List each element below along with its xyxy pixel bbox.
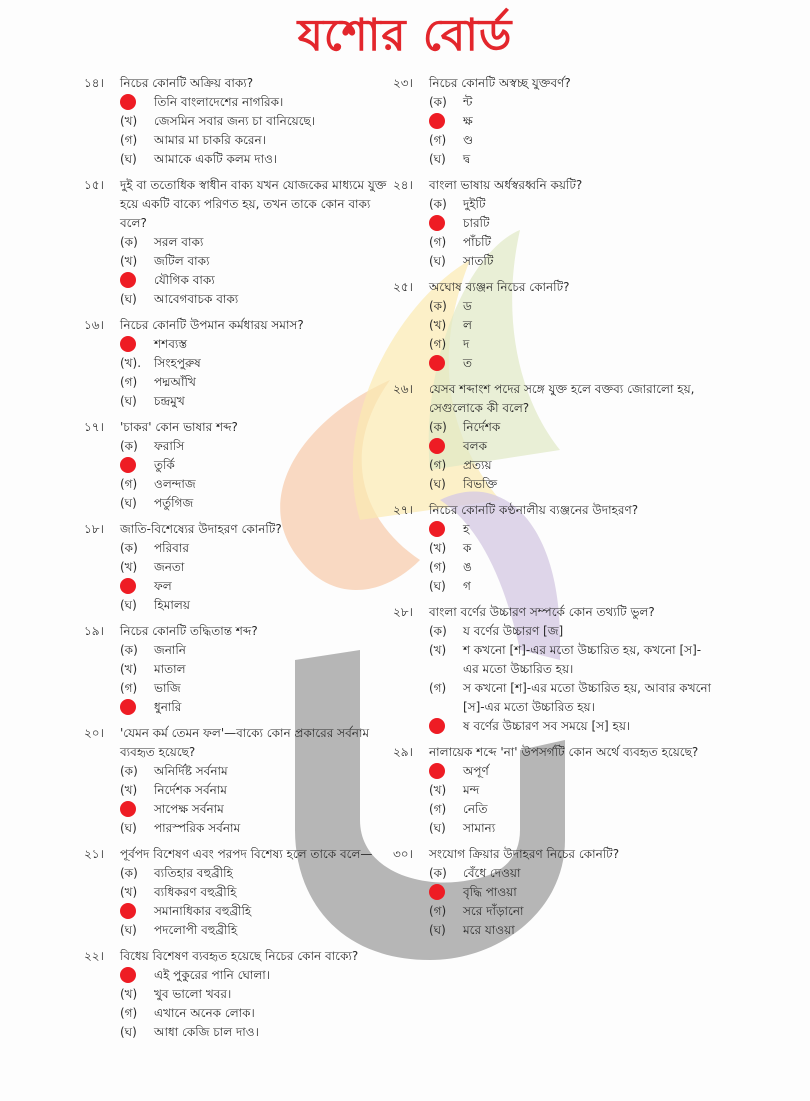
- option: [120, 864, 390, 883]
- option-label: (ক): [120, 764, 138, 778]
- option-text: আমাকে একটি কলম দাও।: [154, 152, 278, 166]
- option: [429, 622, 713, 641]
- question-header: [393, 380, 713, 418]
- correct-answer-marker-icon: [429, 521, 445, 537]
- option: [429, 781, 713, 800]
- option-text: পদলোপী বহুব্রীহি: [154, 923, 238, 937]
- option: [429, 800, 713, 819]
- option-text: জনতা: [154, 560, 185, 574]
- question-number: ১৬।: [84, 318, 104, 332]
- page-title: যশোর বোর্ড: [297, 10, 513, 61]
- option-text: বলক: [463, 439, 488, 453]
- option-text: ষ বর্ণের উচ্চারণ সব সময়ে [স] হয়।: [463, 719, 631, 733]
- option-correct: [120, 902, 390, 921]
- option-text: এই পুকুরের পানি ঘোলা।: [154, 968, 271, 982]
- option-label: (ঘ): [120, 394, 137, 408]
- option-text: ওলন্দাজ: [154, 477, 196, 491]
- option-label: (ক): [120, 866, 138, 880]
- option-label: (ঘ): [120, 1025, 137, 1039]
- option-text: পারস্পরিক সর্বনাম: [154, 821, 241, 835]
- question-text: নিচের কোনটি অক্রিয় বাক্য?: [120, 76, 254, 90]
- option-text: ন্ট: [463, 95, 473, 109]
- option-text: ধুনারি: [154, 700, 182, 714]
- correct-answer-marker-icon: [429, 438, 445, 454]
- correct-answer-marker-icon: [429, 215, 445, 231]
- option: [120, 596, 390, 615]
- correct-answer-marker-icon: [429, 763, 445, 779]
- option-text: অপূর্ণ: [463, 764, 489, 778]
- correct-answer-marker-icon: [120, 967, 136, 983]
- option-text: সামান্য: [463, 821, 496, 835]
- option-label: (ক): [120, 439, 138, 453]
- question-item: [393, 176, 713, 271]
- option: [120, 641, 390, 660]
- option: [120, 660, 390, 679]
- question-text: বাংলা বর্ণের উচ্চারণ সম্পর্কে কোন তথ্যটি ভুল?: [429, 605, 655, 619]
- option-text: খুব ভালো খবর।: [154, 987, 232, 1001]
- option-text: গ: [463, 579, 471, 593]
- correct-answer-marker-icon: [429, 113, 445, 129]
- question-item: [393, 845, 713, 940]
- option-label: (ক): [429, 624, 447, 638]
- option-text: পরিবার: [154, 541, 189, 555]
- question-number: ২১।: [84, 847, 104, 861]
- option-label: (খ): [120, 987, 138, 1001]
- option-label: (ঘ): [120, 923, 137, 937]
- correct-answer-marker-icon: [429, 355, 445, 371]
- option-text: নির্দেশক সর্বনাম: [154, 783, 227, 797]
- question-text: বিধেয় বিশেষণ ব্যবহৃত হয়েছে নিচের কোন বাক্যে?: [120, 949, 359, 963]
- question-number: ২৩।: [393, 76, 413, 90]
- question-number: ১৯।: [84, 624, 104, 638]
- question-header: [393, 278, 713, 297]
- option: [429, 577, 713, 596]
- correct-answer-marker-icon: [120, 336, 136, 352]
- option-text: ঙ: [463, 560, 472, 574]
- question-header: [84, 74, 390, 93]
- option-text: জেসমিন সবার জন্য চা বানিয়েছে।: [154, 114, 316, 128]
- question-item: [393, 74, 713, 169]
- option-text: চারটি: [463, 216, 490, 230]
- option: [429, 297, 713, 316]
- question-item: [393, 743, 713, 838]
- option-label: (খ): [429, 318, 447, 332]
- correct-answer-marker-icon: [120, 457, 136, 473]
- option: [429, 475, 713, 494]
- option: [429, 150, 713, 169]
- option-text: শশব্যস্ত: [154, 337, 187, 351]
- option: [429, 456, 713, 475]
- option-label: (গ): [120, 681, 138, 695]
- option: [120, 781, 390, 800]
- question-header: [84, 622, 390, 641]
- option-text: ব্যতিহার বহুব্রীহি: [154, 866, 233, 880]
- option: [120, 819, 390, 838]
- correct-answer-marker-icon: [120, 578, 136, 594]
- question-number: ১৭।: [84, 420, 104, 434]
- question-header: [84, 845, 390, 864]
- question-item: [84, 845, 390, 940]
- correct-answer-marker-icon: [429, 718, 445, 734]
- question-item: [84, 724, 390, 838]
- option: [429, 864, 713, 883]
- option-label: (গ): [120, 1006, 138, 1020]
- option-label: (ঘ): [429, 923, 446, 937]
- option-label: (গ): [429, 337, 447, 351]
- option-label: (খ): [120, 885, 138, 899]
- correct-answer-marker-icon: [120, 94, 136, 110]
- option-text: দ: [463, 337, 470, 351]
- option-correct: [120, 456, 390, 475]
- option-label: (খ): [120, 254, 138, 268]
- option-text: নেতি: [463, 802, 488, 816]
- option-text: মরে যাওয়া: [463, 923, 515, 937]
- question-header: [84, 418, 390, 437]
- option-label: (খ).: [120, 356, 142, 370]
- option: [429, 252, 713, 271]
- question-number: ২৪।: [393, 178, 413, 192]
- question-number: ২০।: [84, 726, 104, 740]
- question-header: [84, 316, 390, 335]
- option-label: (ঘ): [120, 598, 137, 612]
- right-column: [393, 74, 713, 947]
- question-number: ২৮।: [393, 605, 413, 619]
- option-label: (খ): [429, 783, 447, 797]
- question-text: যেসব শব্দাংশ পদের সঙ্গে যুক্ত হলে বক্তব্য জোরালো হয়, সেগুলোকে কী বলে?: [429, 382, 695, 415]
- option-text: পাঁচটি: [463, 235, 492, 249]
- option-label: (ঘ): [120, 292, 137, 306]
- option-label: (গ): [429, 904, 447, 918]
- option: [429, 195, 713, 214]
- option-text: জনানি: [154, 643, 186, 657]
- question-number: ১৪।: [84, 76, 104, 90]
- option: [120, 252, 390, 271]
- option-correct: [429, 762, 713, 781]
- option-label: (গ): [429, 802, 447, 816]
- option-label: (ক): [429, 197, 447, 211]
- option: [120, 112, 390, 131]
- option-label: (ঘ): [429, 477, 446, 491]
- option-text: সাতটি: [463, 254, 494, 268]
- option-text: পদ্মআঁখি: [154, 375, 196, 389]
- option-label: (ক): [120, 643, 138, 657]
- option: [120, 373, 390, 392]
- option-label: (ক): [429, 299, 447, 313]
- option: [120, 558, 390, 577]
- option-text: মন্দ: [463, 783, 480, 797]
- option-text: ক্ষ: [463, 114, 473, 128]
- option-text: পর্তুগিজ: [154, 496, 194, 510]
- correct-answer-marker-icon: [120, 903, 136, 919]
- option-text: ভাজি: [154, 681, 181, 695]
- option-label: (খ): [120, 560, 138, 574]
- question-item: [393, 501, 713, 596]
- option-label: (খ): [120, 662, 138, 676]
- option: [120, 1023, 390, 1042]
- option-text: প্রত্যয়: [463, 458, 492, 472]
- option-text: আবেগবাচক বাক্য: [154, 292, 239, 306]
- option-text: বিভক্তি: [463, 477, 498, 491]
- option-text: যৌগিক বাক্য: [154, 273, 215, 287]
- option: [120, 354, 390, 373]
- question-text: নিচের কোনটি উপমান কর্মধারয় সমাস?: [120, 318, 304, 332]
- option: [429, 418, 713, 437]
- option: [120, 494, 390, 513]
- option-text: মাতাল: [154, 662, 186, 676]
- option: [120, 762, 390, 781]
- question-number: ১৫।: [84, 178, 104, 192]
- question-item: [84, 520, 390, 615]
- option-label: (খ): [429, 643, 447, 657]
- option-text: দুইটি: [463, 197, 486, 211]
- option-correct: [120, 335, 390, 354]
- option: [120, 437, 390, 456]
- question-item: [84, 418, 390, 513]
- option: [120, 290, 390, 309]
- option-text: ব্যধিকরণ বহুব্রীহি: [154, 885, 237, 899]
- option-text: সরে দাঁড়ানো: [463, 904, 524, 918]
- option-text: অনির্দিষ্ট সর্বনাম: [154, 764, 228, 778]
- option-label: (ঘ): [429, 152, 446, 166]
- option-text: ফল: [154, 579, 172, 593]
- correct-answer-marker-icon: [429, 884, 445, 900]
- option: [429, 335, 713, 354]
- option-label: (ক): [120, 541, 138, 555]
- option-text: বেঁধে দেওয়া: [463, 866, 521, 880]
- option-text: বৃদ্ধি পাওয়া: [463, 885, 517, 899]
- option-text: সাপেক্ষ সর্বনাম: [154, 802, 224, 816]
- option-correct: [429, 883, 713, 902]
- option-text: আমার মা চাকরি করেন।: [154, 133, 266, 147]
- question-text: নিচের কোনটি কণ্ঠনালীয় ব্যঞ্জনের উদাহরণ?: [429, 503, 639, 517]
- option: [120, 985, 390, 1004]
- option-label: (খ): [120, 114, 138, 128]
- option-label: (গ): [429, 458, 447, 472]
- question-item: [84, 74, 390, 169]
- question-text: 'চাকর' কোন ভাষার শব্দ?: [120, 420, 238, 434]
- option-label: (গ): [429, 235, 447, 249]
- question-number: ৩০।: [393, 847, 413, 861]
- correct-answer-marker-icon: [120, 801, 136, 817]
- option: [429, 921, 713, 940]
- option-text: সমানাধিকার বহুব্রীহি: [154, 904, 252, 918]
- option-label: (ঘ): [120, 496, 137, 510]
- question-number: ২২।: [84, 949, 104, 963]
- option-label: (গ): [120, 375, 138, 389]
- option-label: (গ): [120, 477, 138, 491]
- option-correct: [120, 966, 390, 985]
- option-text: তিনি বাংলাদেশের নাগরিক।: [154, 95, 284, 109]
- option: [120, 883, 390, 902]
- option-text: হ: [463, 522, 470, 536]
- option: [429, 819, 713, 838]
- option-correct: [120, 800, 390, 819]
- option-text: দ্ব: [463, 152, 471, 166]
- option-correct: [429, 717, 713, 736]
- option-correct: [120, 93, 390, 112]
- question-number: ১৮।: [84, 522, 104, 536]
- option: [120, 131, 390, 150]
- question-text: জাতি-বিশেষ্যের উদাহরণ কোনটি?: [120, 522, 282, 536]
- question-header: [84, 176, 390, 233]
- option-text: ণ্ড: [463, 133, 474, 147]
- question-text: নালায়েক শব্দে 'না' উপসর্গটি কোন অর্থে ব্যবহৃত হয়েছে?: [429, 745, 699, 759]
- question-item: [84, 947, 390, 1042]
- option: [429, 131, 713, 150]
- option-text: ত: [463, 356, 473, 370]
- option-text: য বর্ণের উচ্চারণ [জ]: [463, 624, 564, 638]
- option: [429, 316, 713, 335]
- question-item: [393, 603, 713, 736]
- option-correct: [120, 698, 390, 717]
- option-text: স কখনো [শ]-এর মতো উচ্চারিত হয়, আবার কখনো [স]-এর মতো উচ্চারিত হয়।: [463, 681, 712, 714]
- option-label: (ঘ): [429, 821, 446, 835]
- question-number: ২৬।: [393, 382, 413, 396]
- question-text: পূর্বপদ বিশেষণ এবং পরপদ বিশেষ্য হলে তাকে বলে—: [120, 847, 373, 861]
- option-label: (ঘ): [429, 254, 446, 268]
- question-text: অঘোষ ব্যঞ্জন নিচের কোনটি?: [429, 280, 570, 294]
- option-label: (গ): [429, 681, 447, 695]
- question-text: 'যেমন কর্ম তেমন ফল'—বাক্যে কোন প্রকারের সর্বনাম ব্যবহৃত হয়েছে?: [120, 726, 370, 759]
- option-label: (ক): [120, 235, 138, 249]
- option-text: ল: [463, 318, 472, 332]
- option: [120, 475, 390, 494]
- question-text: নিচের কোনটি তদ্ধিতান্ত শব্দ?: [120, 624, 258, 638]
- option: [120, 921, 390, 940]
- option-correct: [429, 112, 713, 131]
- question-text: দুই বা ততোধিক স্বাধীন বাক্য যখন যোজকের মাধ্যমে যুক্ত হয়ে একটি বাক্যে পরিণত হয়, তখন তাকে কোন বাক্য বলে?: [120, 178, 387, 230]
- question-header: [84, 724, 390, 762]
- question-header: [393, 74, 713, 93]
- option-label: (ঘ): [429, 579, 446, 593]
- option: [120, 150, 390, 169]
- question-item: [84, 316, 390, 411]
- question-item: [393, 380, 713, 494]
- option-label: (গ): [120, 133, 138, 147]
- option: [429, 233, 713, 252]
- option-text: জটিল বাক্য: [154, 254, 210, 268]
- option: [120, 233, 390, 252]
- question-number: ২৭।: [393, 503, 413, 517]
- option-correct: [429, 520, 713, 539]
- option-label: (খ): [120, 783, 138, 797]
- question-header: [393, 501, 713, 520]
- option-text: এখানে অনেক লোক।: [154, 1006, 255, 1020]
- option-label: (গ): [429, 133, 447, 147]
- option-correct: [120, 577, 390, 596]
- option-label: (গ): [429, 560, 447, 574]
- option-correct: [429, 437, 713, 456]
- left-column: [84, 74, 390, 1049]
- option-label: (খ): [429, 541, 447, 555]
- option: [429, 902, 713, 921]
- question-text: নিচের কোনটি অস্বচ্ছ যুক্তবর্ণ?: [429, 76, 571, 90]
- question-item: [84, 176, 390, 309]
- question-item: [393, 278, 713, 373]
- option: [120, 679, 390, 698]
- option-correct: [120, 271, 390, 290]
- question-text: বাংলা ভাষায় অর্ধস্বরধ্বনি কয়টি?: [429, 178, 583, 192]
- option: [429, 641, 713, 679]
- option-text: ড: [463, 299, 472, 313]
- option-text: চন্দ্রমুখ: [154, 394, 185, 408]
- option-text: ক: [463, 541, 472, 555]
- option-text: সরল বাক্য: [154, 235, 204, 249]
- question-header: [393, 603, 713, 622]
- option-correct: [429, 354, 713, 373]
- question-text: সংযোগ ক্রিয়ার উদাহরণ নিচের কোনটি?: [429, 847, 620, 861]
- option-label: (ক): [429, 420, 447, 434]
- option-text: হিমালয়: [154, 598, 190, 612]
- correct-answer-marker-icon: [120, 699, 136, 715]
- option-text: সিংহপুরুষ: [154, 356, 201, 370]
- option: [429, 539, 713, 558]
- option: [120, 392, 390, 411]
- option: [429, 93, 713, 112]
- option: [429, 558, 713, 577]
- option-text: আধা কেজি চাল দাও।: [154, 1025, 259, 1039]
- question-item: [84, 622, 390, 717]
- question-header: [393, 845, 713, 864]
- question-header: [84, 520, 390, 539]
- option-text: নির্দেশক: [463, 420, 501, 434]
- question-number: ২৯।: [393, 745, 413, 759]
- option-label: (ঘ): [120, 821, 137, 835]
- question-number: ২৫।: [393, 280, 413, 294]
- question-header: [84, 947, 390, 966]
- option-text: শ কখনো [শ]-এর মতো উচ্চারিত হয়, কখনো [স]-এর মতো উচ্চারিত হয়।: [463, 643, 702, 676]
- question-header: [393, 743, 713, 762]
- option-text: ফরাসি: [154, 439, 185, 453]
- option-label: (ক): [429, 866, 447, 880]
- option-correct: [429, 214, 713, 233]
- option: [120, 539, 390, 558]
- question-header: [393, 176, 713, 195]
- option-label: (ক): [429, 95, 447, 109]
- option-text: তুর্কি: [154, 458, 175, 472]
- correct-answer-marker-icon: [120, 272, 136, 288]
- option: [120, 1004, 390, 1023]
- option: [429, 679, 713, 717]
- option-label: (ঘ): [120, 152, 137, 166]
